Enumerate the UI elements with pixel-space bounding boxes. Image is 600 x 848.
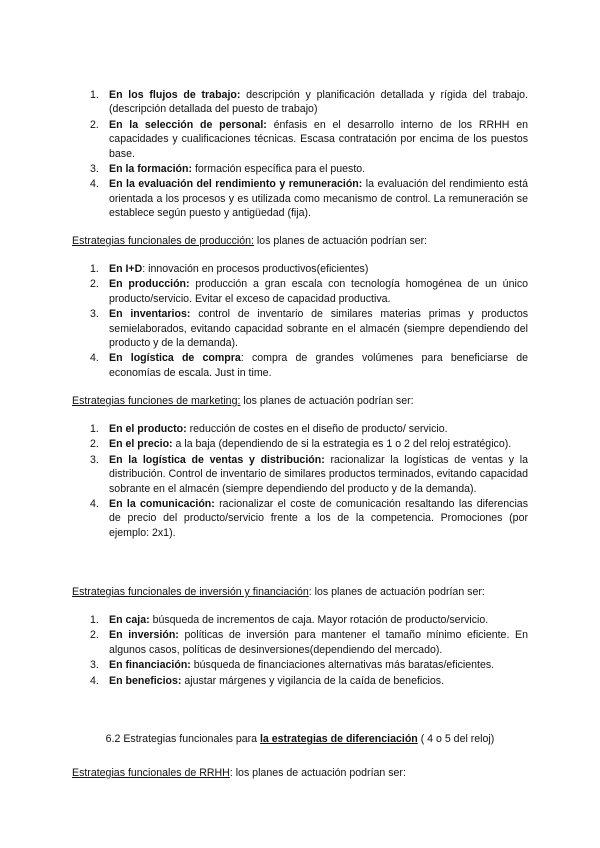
- rrhh-heading: [72, 766, 528, 780]
- item-number: 2.: [90, 278, 99, 291]
- heading-underlined: Estrategias funciones de marketing:: [72, 395, 241, 407]
- item-number: 3.: [90, 453, 99, 466]
- list-item: [72, 674, 528, 688]
- list-item: [72, 307, 528, 350]
- list-item: [72, 262, 528, 276]
- item-title: En beneficios:: [109, 674, 182, 687]
- list-item: [72, 497, 528, 540]
- production-heading: [72, 234, 528, 248]
- item-title: En la logística de ventas y distribución:: [109, 453, 325, 466]
- list-item: [72, 422, 528, 436]
- heading-emphasis: la estrategias de diferenciación: [259, 733, 418, 745]
- marketing-list-block: [72, 422, 528, 541]
- heading-rest: los planes de actuación podrían ser:: [240, 395, 414, 407]
- item-text: reducción de costes en el diseño de producto/ servicio.: [186, 423, 448, 435]
- item-title: En logística de compra: [109, 352, 241, 365]
- item-text: formación específica para el puesto.: [192, 163, 366, 176]
- list-item: [72, 628, 528, 657]
- item-text: : innovación en procesos productivos(eficientes): [142, 263, 369, 275]
- item-text: búsqueda de incrementos de caja. Mayor rotación de producto/servicio.: [149, 614, 489, 626]
- differentiation-heading: [72, 732, 528, 746]
- heading-underlined: Estrategias funcionales de RRHH: [72, 767, 230, 779]
- list-item: [72, 118, 528, 161]
- list-item: [72, 162, 528, 176]
- item-number: 4.: [90, 178, 99, 191]
- list-item: [72, 658, 528, 672]
- item-title: En caja:: [109, 614, 150, 626]
- item-number: 1.: [90, 89, 99, 101]
- item-number: 1.: [90, 423, 99, 435]
- list-item: [72, 177, 528, 220]
- heading-rest: los planes de actuación podrían ser:: [253, 235, 428, 247]
- item-text: búsqueda de financiaciones alternativas más baratas/eficientes.: [190, 659, 495, 672]
- item-title: En los flujos de trabajo:: [109, 89, 241, 101]
- item-title: En I+D: [109, 263, 143, 275]
- item-number: 3.: [90, 163, 99, 176]
- item-text: a la baja (dependiendo de si la estrategia es 1 o 2 del reloj estratégico).: [172, 438, 512, 451]
- marketing-list: [72, 422, 528, 540]
- production-list: [72, 262, 528, 380]
- item-number: 4.: [90, 352, 99, 365]
- item-number: 4.: [90, 674, 99, 687]
- list-item: [72, 613, 528, 627]
- item-number: 3.: [90, 308, 99, 321]
- rrhh-list-block: [72, 88, 528, 222]
- item-title: En inventarios:: [109, 308, 191, 321]
- investment-list-block: [72, 613, 528, 689]
- heading-underlined: Estrategias funcionales de producción:: [72, 235, 254, 247]
- heading-rest: : los planes de actuación podrían ser:: [308, 586, 485, 598]
- item-title: En la selección de personal:: [109, 118, 267, 131]
- heading-prefix: 6.2 Estrategias funcionales para: [105, 733, 260, 745]
- item-title: En la formación:: [109, 163, 192, 176]
- production-list-block: [72, 262, 528, 381]
- item-title: En el precio:: [109, 438, 173, 451]
- item-text: ajustar márgenes y vigilancia de la caída de beneficios.: [181, 674, 445, 687]
- item-title: En el producto:: [109, 423, 187, 435]
- item-title: En inversión:: [109, 629, 179, 642]
- item-number: 4.: [90, 498, 99, 511]
- item-title: En producción:: [109, 278, 190, 291]
- marketing-heading: [72, 394, 528, 408]
- list-item: [72, 437, 528, 451]
- investment-list: [72, 613, 528, 688]
- item-text: control de inventario de similares materias primas y productos semielaborados, evitando capacidad sobrante en el almacén (siempre dependiendo del producto y de la demanda).: [109, 308, 529, 350]
- item-text: : compra de grandes volúmenes para beneficiarse de economías de escala. Just in time.: [109, 352, 528, 379]
- list-item: [72, 453, 528, 496]
- item-title: En la comunicación:: [109, 498, 215, 511]
- item-title: En financiación:: [109, 659, 191, 672]
- list-item: [72, 277, 528, 306]
- item-number: 1.: [90, 263, 99, 275]
- item-text: producción a gran escala con tecnología homogénea de un único producto/servicio. Evitar el exceso de capacidad productiva.: [109, 278, 529, 305]
- item-number: 2.: [90, 118, 99, 131]
- item-number: 2.: [90, 629, 99, 642]
- heading-suffix: ( 4 o 5 del reloj): [417, 733, 495, 745]
- item-number: 2.: [90, 438, 99, 451]
- item-title: En la evaluación del rendimiento y remuneración:: [109, 178, 363, 191]
- rrhh-list: [72, 88, 528, 221]
- item-text: políticas de inversión para mantener el tamaño mínimo eficiente. En algunos casos, políticas de desinversiones(dependiendo del mercado).: [109, 629, 529, 656]
- list-item: [72, 88, 528, 117]
- item-text: la evaluación del rendimiento está orientada a los procesos y es utilizada como mecanismo de control. La remuneración se establece según puesto y antigüedad (fija).: [109, 178, 528, 220]
- item-text: énfasis en el desarrollo interno de los RRHH en capacidades y cualificaciones técnicas. Escasa contratación por encima de los puestos base.: [109, 118, 528, 160]
- heading-rest: : los planes de actuación podrían ser:: [229, 767, 406, 779]
- investment-heading: [72, 585, 528, 599]
- item-text: racionalizar el coste de comunicación resaltando las diferencias de precio del producto/servicio frente a los de la competencia. Promociones (por ejemplo: 2x1).: [109, 498, 528, 539]
- heading-underlined: Estrategias funcionales de inversión y financiación: [72, 586, 309, 598]
- list-item: [72, 351, 528, 380]
- item-number: 1.: [90, 614, 99, 626]
- item-text: racionalizar la logísticas de ventas y la distribución. Control de inventario de similares productos terminados, evitando capacidad sobrante en el almacén (siempre dependiendo del producto y de la demanda).: [109, 453, 528, 495]
- item-text: descripción y planificación detallada y rígida del trabajo. (descripción detallada del puesto de trabajo): [109, 89, 529, 116]
- item-number: 3.: [90, 659, 99, 672]
